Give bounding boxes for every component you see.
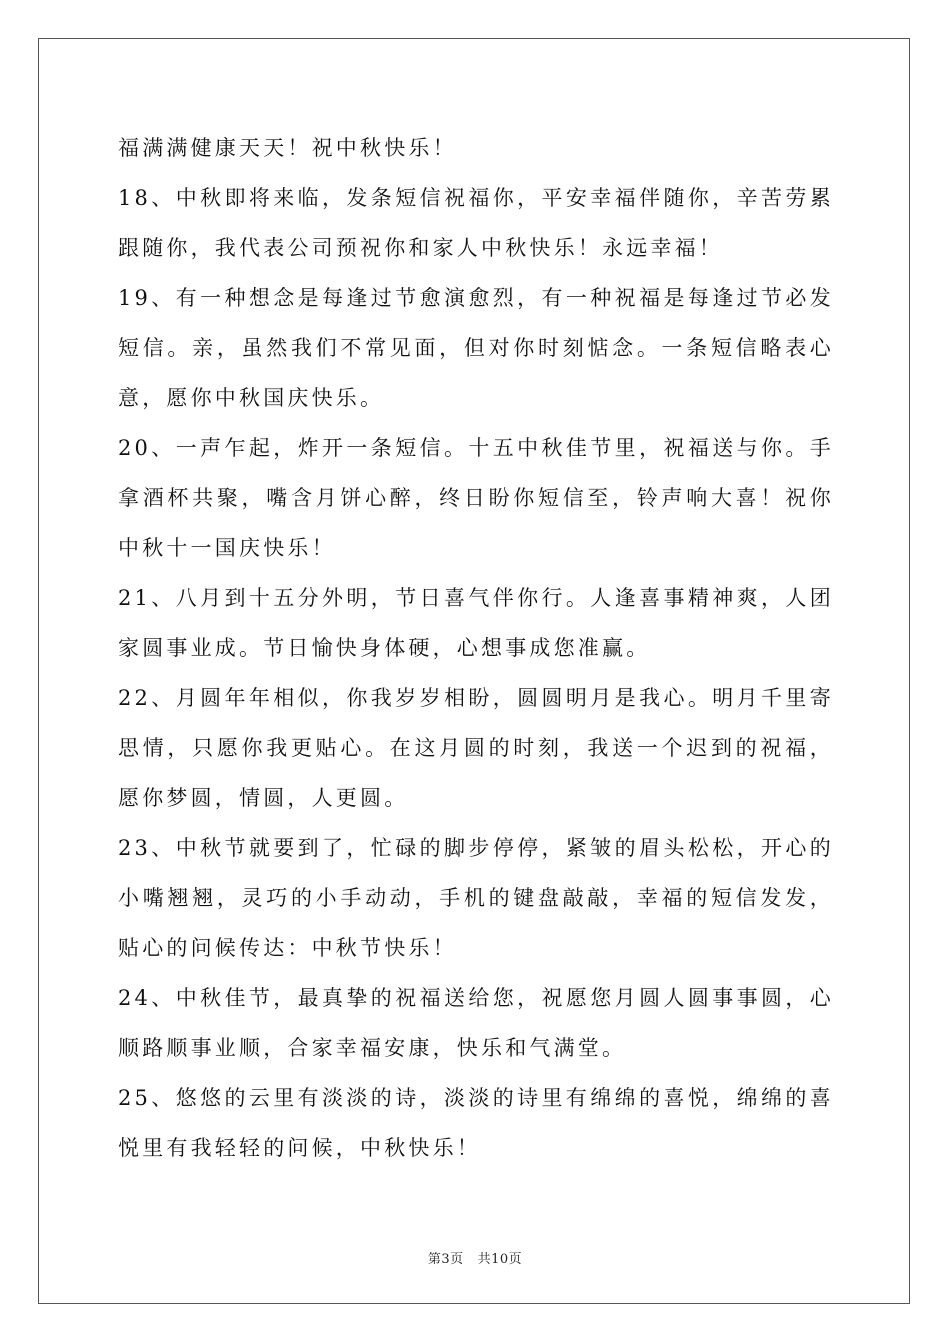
paragraph: 福满满健康天天！祝中秋快乐！ — [118, 136, 457, 160]
paragraph: 23、中秋节就要到了，忙碌的脚步停停，紧皱的眉头松松，开心的小嘴翘翘，灵巧的小手动动，手机的键盘敲敲，幸福的短信发发，贴心的问候传达：中秋节快乐！ — [118, 836, 834, 960]
page-footer — [0, 1248, 950, 1267]
paragraph: 21、八月到十五分外明，节日喜气伴你行。人逢喜事精神爽，人团家圆事业成。节日愉快身体硬，心想事成您准赢。 — [118, 586, 834, 660]
paragraph: 22、月圆年年相似，你我岁岁相盼，圆圆明月是我心。明月千里寄思情，只愿你我更贴心。在这月圆的时刻，我送一个迟到的祝福，愿你梦圆，情圆，人更圆。 — [118, 686, 834, 810]
page-total: 共10页 — [477, 1252, 523, 1267]
paragraph: 20、一声乍起，炸开一条短信。十五中秋佳节里，祝福送与你。手拿酒杯共聚，嘴含月饼心醉，终日盼你短信至，铃声响大喜！祝你中秋十一国庆快乐！ — [118, 436, 834, 560]
page-number: 第3页 — [427, 1252, 464, 1267]
paragraph: 24、中秋佳节，最真挚的祝福送给您，祝愿您月圆人圆事事圆，心顺路顺事业顺，合家幸福安康，快乐和气满堂。 — [118, 986, 834, 1060]
paragraph: 18、中秋即将来临，发条短信祝福你，平安幸福伴随你，辛苦劳累跟随你，我代表公司预祝你和家人中秋快乐！永远幸福！ — [118, 186, 834, 260]
paragraph: 19、有一种想念是每逢过节愈演愈烈，有一种祝福是每逢过节必发短信。亲，虽然我们不常见面，但对你时刻惦念。一条短信略表心意，愿你中秋国庆快乐。 — [118, 286, 834, 410]
document-body — [118, 123, 834, 1173]
paragraph: 25、悠悠的云里有淡淡的诗，淡淡的诗里有绵绵的喜悦，绵绵的喜悦里有我轻轻的问候，中秋快乐！ — [118, 1086, 834, 1160]
